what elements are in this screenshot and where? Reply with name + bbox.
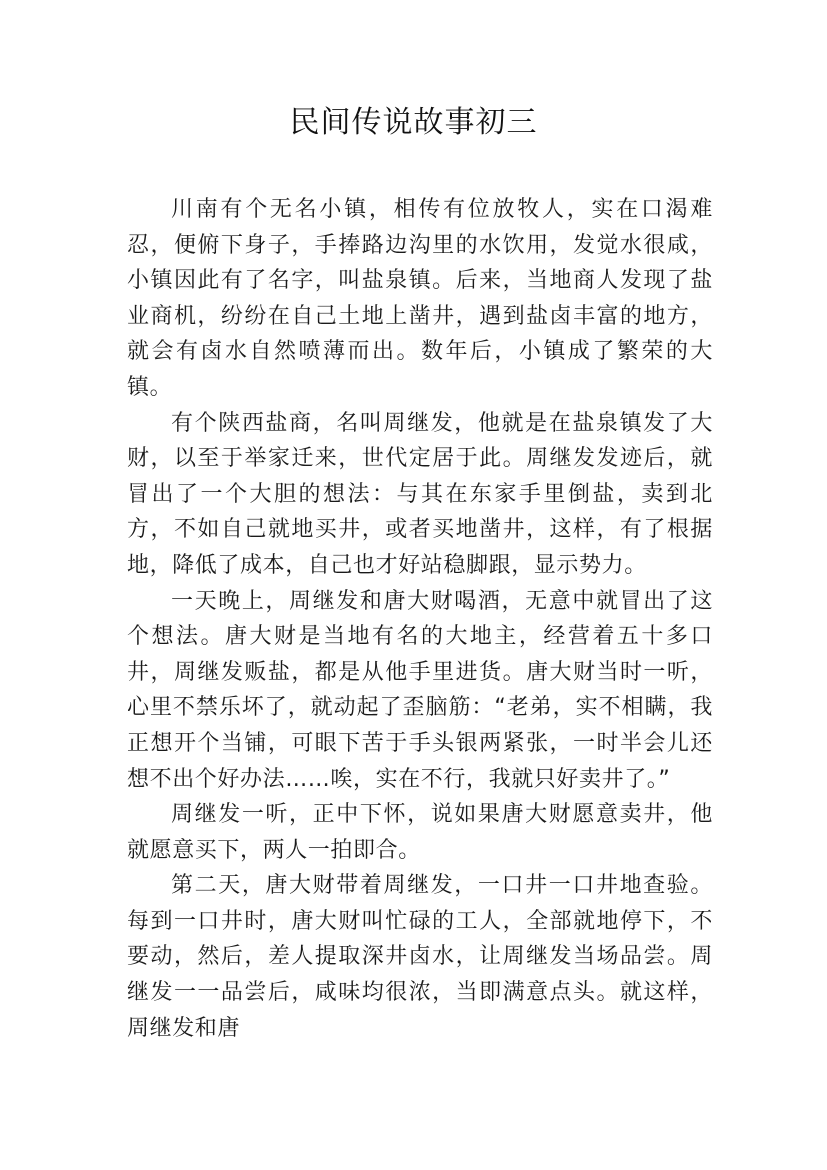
document-body <box>127 192 713 1046</box>
document-title: 民间传说故事初三 <box>289 105 538 140</box>
paragraph-1: 川南有个无名小镇，相传有位放牧人，实在口渴难忍，便俯下身子，手捧路边沟里的水饮用，发觉水很咸，小镇因此有了名字，叫盐泉镇。后来，当地商人发现了盐业商机，纷纷在自己土地上凿井，遇到盐卤丰富的地方，就会有卤水自然喷薄而出。数年后，小镇成了繁荣的大镇。 <box>127 197 713 400</box>
paragraph-4: 周继发一听，正中下怀，说如果唐大财愿意卖井，他就愿意买下，两人一拍即合。 <box>127 802 713 863</box>
paragraph-3: 一天晚上，周继发和唐大财喝酒，无意中就冒出了这个想法。唐大财是当地有名的大地主，经营着五十多口井，周继发贩盐，都是从他手里进货。唐大财当时一听，心里不禁乐坏了，就动起了歪脑筋：“老弟，实不相瞒，我正想开个当铺，可眼下苦于手头银两紧张，一时半会儿还想不出个好办法……唉，实在不行，我就只好卖井了。” <box>127 588 713 792</box>
paragraph-5: 第二天，唐大财带着周继发，一口井一口井地查验。每到一口井时，唐大财叫忙碌的工人，全部就地停下，不要动，然后，差人提取深井卤水，让周继发当场品尝。周继发一一品尝后，咸味均很浓，当即满意点头。就这样，周继发和唐 <box>127 873 713 1041</box>
paragraph-2: 有个陕西盐商，名叫周继发，他就是在盐泉镇发了大财，以至于举家迁来，世代定居于此。周继发发迹后，就冒出了一个大胆的想法：与其在东家手里倒盐，卖到北方，不如自己就地买井，或者买地凿井，这样，有了根据地，降低了成本，自己也才好站稳脚跟，显示势力。 <box>127 410 713 578</box>
